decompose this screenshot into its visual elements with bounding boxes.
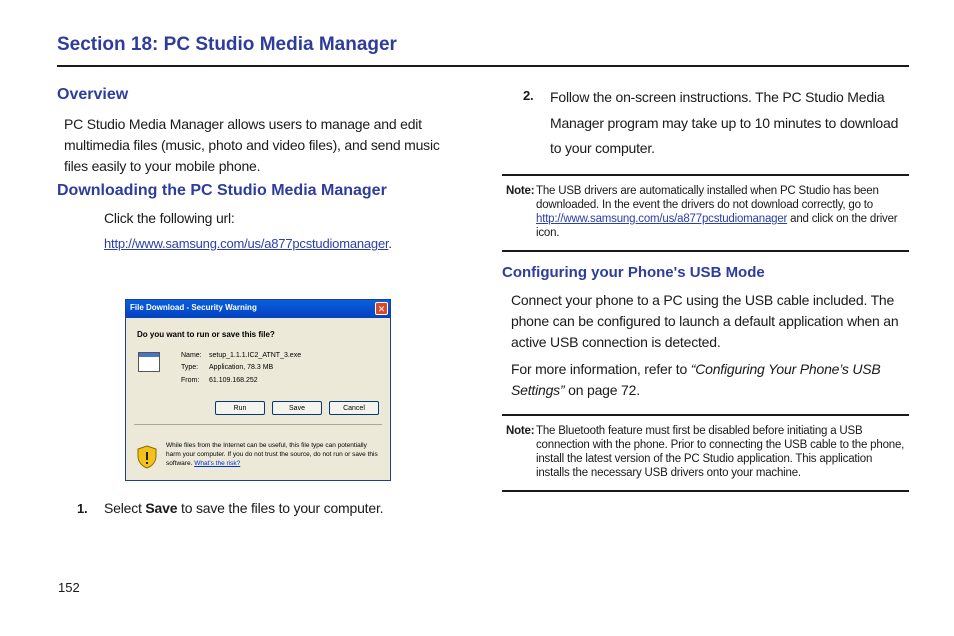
more-info-text	[511, 359, 901, 401]
type-value: Application, 78.3 MB	[209, 364, 274, 371]
application-file-icon	[138, 352, 160, 372]
note-2-label: Note:	[506, 425, 535, 437]
step-1	[77, 498, 87, 519]
step-2-number: 2.	[523, 88, 534, 103]
download-url-link[interactable]: http://www.samsung.com/us/a877pcstudiomanager	[104, 236, 389, 251]
from-value: 61.109.168.252	[209, 377, 258, 384]
dialog-question: Do you want to run or save this file?	[137, 330, 275, 339]
usb-mode-text: Connect your phone to a PC using the USB cable included. The phone can be configured to launch a default application when an active USB connection is detected.	[511, 292, 899, 350]
download-url-line	[104, 233, 392, 254]
note-2-text: The Bluetooth feature must first be disabled before initiating a USB connection with the phone. Prior to connecting the USB cable to the phone, install the latest version of the PC Studio application. This application installs the necessary USB drivers onto your machine.	[536, 425, 905, 479]
name-label: Name:	[181, 352, 202, 359]
dialog-titlebar	[126, 300, 390, 318]
note-bluetooth	[502, 414, 909, 492]
dialog-separator	[134, 424, 382, 425]
more-info-reference: “Configuring Your Phone’s USB Settings”	[511, 361, 881, 398]
click-url-text: Click the following url:	[104, 210, 235, 226]
note-1-link[interactable]: http://www.samsung.com/us/a877pcstudiomanager	[536, 213, 788, 225]
step-1-pre: Select	[104, 500, 146, 516]
more-info-post: on page 72.	[564, 382, 640, 398]
dialog-title: File Download - Security Warning	[130, 303, 257, 312]
file-download-dialog	[125, 299, 391, 481]
overview-heading: Overview	[57, 86, 129, 103]
downloading-heading: Downloading the PC Studio Media Manager	[57, 182, 387, 199]
step-1-number: 1.	[77, 501, 88, 516]
usb-mode-heading: Configuring your Phone's USB Mode	[502, 264, 765, 281]
note-1-label: Note:	[506, 185, 535, 197]
dialog-close-icon[interactable]: ✕	[375, 302, 388, 315]
more-info-pre: For more information, refer to	[511, 361, 691, 377]
page-number: 152	[58, 580, 80, 595]
section-title: Section 18: PC Studio Media Manager	[57, 34, 397, 55]
step-1-bold: Save	[145, 500, 178, 516]
note-1-pre: The USB drivers are automatically installed when PC Studio has been downloaded. In the event the drivers do not download correctly, go to	[536, 185, 879, 211]
step-1-text	[104, 498, 383, 519]
step-2-number-wrap	[523, 85, 533, 106]
whats-the-risk-link[interactable]: What's the risk?	[194, 460, 241, 467]
security-shield-icon	[136, 445, 158, 469]
dialog-warning	[166, 441, 382, 468]
note-1-post: and click on the driver icon.	[536, 213, 898, 239]
run-button[interactable]: Run	[215, 401, 265, 415]
step-2-text: Follow the on-screen instructions. The PC Studio Media Manager program may take up to 10 minutes to download to your computer.	[550, 89, 899, 156]
name-value: setup_1.1.1.IC2_ATNT_3.exe	[209, 352, 302, 359]
step-1-post: to save the files to your computer.	[177, 500, 384, 516]
note-1-text	[536, 184, 905, 240]
warning-text: While files from the Internet can be useful, this file type can potentially harm your computer. If you do not trust the source, do not run or save this software.	[166, 442, 378, 467]
url-suffix: .	[388, 236, 392, 251]
cancel-button[interactable]: Cancel	[329, 401, 379, 415]
overview-text: PC Studio Media Manager allows users to manage and edit multimedia files (music, photo and video files), and send music files easily to your mobile phone.	[64, 116, 440, 174]
note-usb-drivers	[502, 174, 909, 252]
type-label: Type:	[181, 364, 199, 371]
save-button[interactable]: Save	[272, 401, 322, 415]
header-rule	[57, 65, 909, 67]
from-label: From:	[181, 377, 200, 384]
